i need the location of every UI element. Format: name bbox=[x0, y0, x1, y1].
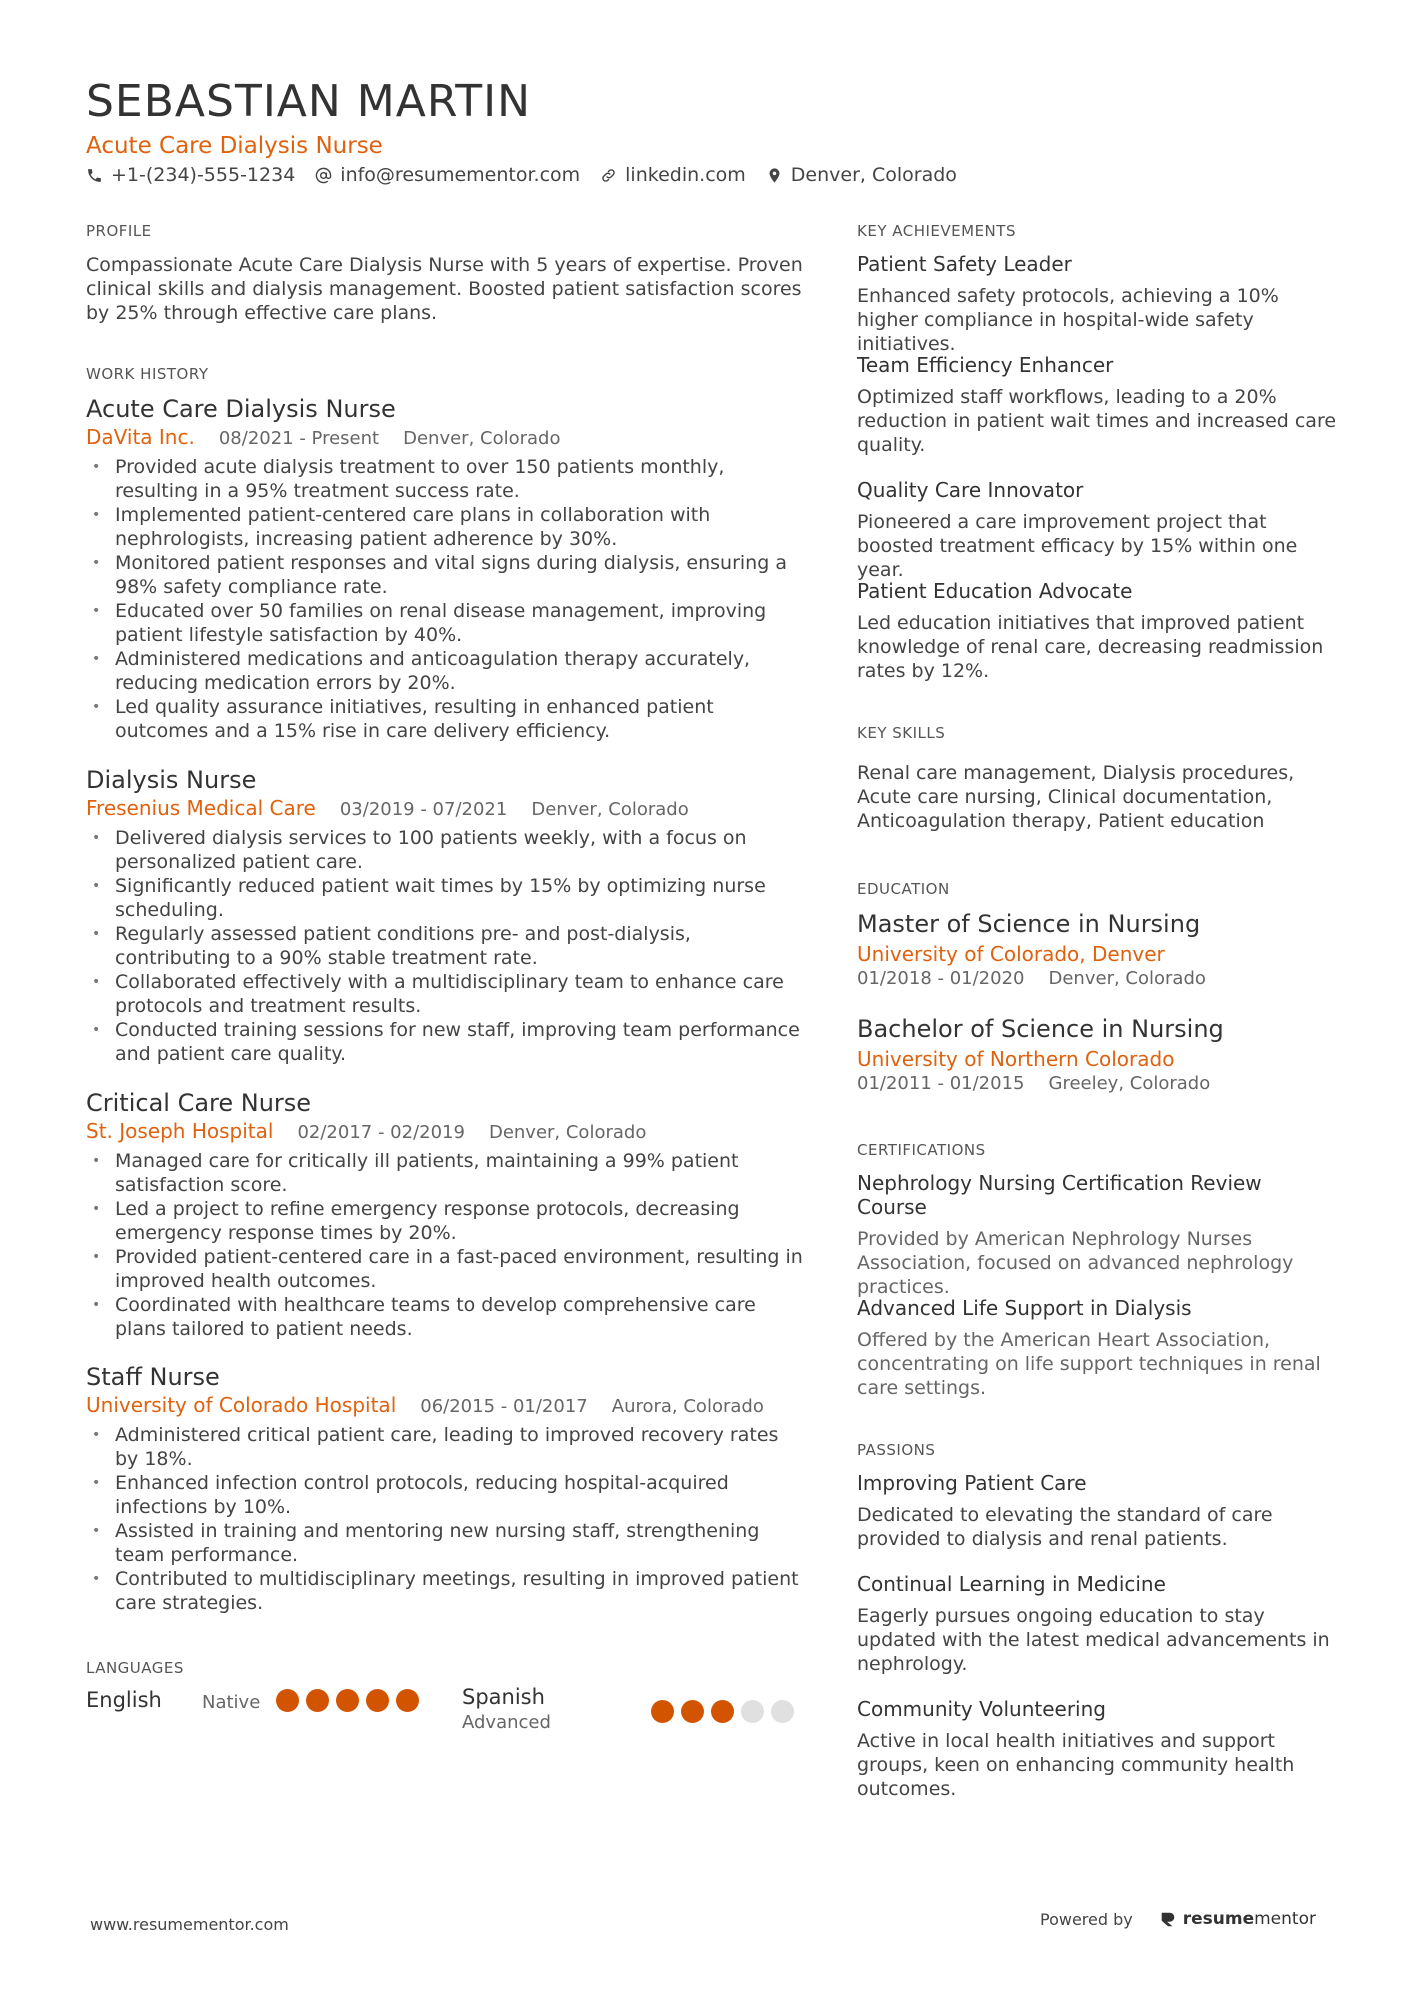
location-text: Denver, Colorado bbox=[790, 164, 957, 186]
phone-icon bbox=[86, 167, 103, 184]
rating-dot-empty bbox=[741, 1700, 764, 1723]
candidate-name: SEBASTIAN MARTIN bbox=[86, 76, 531, 127]
job-location: Aurora, Colorado bbox=[611, 1396, 764, 1417]
job-title: Dialysis Nurse bbox=[86, 766, 257, 794]
profile-heading: PROFILE bbox=[86, 222, 152, 240]
job-entry bbox=[86, 1089, 806, 1341]
achievement-item bbox=[857, 579, 1337, 683]
job-location: Denver, Colorado bbox=[488, 1122, 647, 1143]
job-bullet: • Administered critical patient care, leading to improved recovery rates by 18%. bbox=[86, 1423, 806, 1471]
rating-dot-empty bbox=[771, 1700, 794, 1723]
passion-desc: Eagerly pursues ongoing education to stay updated with the latest medical advancements in nephrology. bbox=[857, 1605, 1330, 1675]
at-icon bbox=[315, 167, 332, 184]
language-rating bbox=[276, 1689, 419, 1712]
contact-linkedin[interactable] bbox=[600, 164, 746, 186]
certification-title: Advanced Life Support in Dialysis bbox=[857, 1296, 1192, 1320]
job-bullet: • Led a project to refine emergency response protocols, decreasing emergency response times by 20%. bbox=[86, 1197, 806, 1245]
job-bullets bbox=[86, 826, 806, 1066]
job-bullets bbox=[86, 1149, 806, 1341]
candidate-title: Acute Care Dialysis Nurse bbox=[86, 133, 383, 159]
achievement-desc: Pioneered a care improvement project that boosted treatment efficacy by 15% within one year. bbox=[857, 511, 1298, 581]
job-company: University of Colorado Hospital bbox=[86, 1393, 397, 1417]
job-dates: 03/2019 - 07/2021 bbox=[339, 799, 508, 820]
achievement-item bbox=[857, 478, 1337, 582]
brand-logo[interactable] bbox=[1159, 1909, 1316, 1929]
rating-dot-filled bbox=[306, 1689, 329, 1712]
education-meta bbox=[857, 1073, 1337, 1094]
education-dates: 01/2011 - 01/2015 bbox=[857, 1073, 1025, 1094]
job-bullet: • Educated over 50 families on renal disease management, improving patient lifestyle satisfaction by 40%. bbox=[86, 599, 806, 647]
job-location: Denver, Colorado bbox=[531, 799, 689, 820]
job-bullet: • Monitored patient responses and vital signs during dialysis, ensuring a 98% safety compliance rate. bbox=[86, 551, 806, 599]
rating-dot-filled bbox=[681, 1700, 704, 1723]
job-company: DaVita Inc. bbox=[86, 425, 195, 449]
job-bullet: • Delivered dialysis services to 100 patients weekly, with a focus on personalized patient care. bbox=[86, 826, 806, 874]
brand-light: mentor bbox=[1254, 1909, 1316, 1929]
job-bullet: • Managed care for critically ill patients, maintaining a 99% patient satisfaction score. bbox=[86, 1149, 806, 1197]
certification-item bbox=[857, 1171, 1337, 1299]
education-location: Greeley, Colorado bbox=[1048, 1073, 1211, 1094]
passion-item bbox=[857, 1697, 1337, 1801]
job-title: Acute Care Dialysis Nurse bbox=[86, 395, 396, 423]
achievement-title: Quality Care Innovator bbox=[857, 478, 1084, 502]
passion-title: Continual Learning in Medicine bbox=[857, 1572, 1166, 1596]
email-text[interactable]: info@resumementor.com bbox=[340, 164, 581, 186]
job-bullets bbox=[86, 455, 806, 743]
job-bullet: • Enhanced infection control protocols, reducing hospital-acquired infections by 10%. bbox=[86, 1471, 806, 1519]
job-dates: 06/2015 - 01/2017 bbox=[420, 1396, 588, 1417]
education-item bbox=[857, 1015, 1337, 1094]
education-dates: 01/2018 - 01/2020 bbox=[857, 968, 1025, 989]
skills-heading: KEY SKILLS bbox=[857, 724, 946, 742]
education-meta bbox=[857, 968, 1337, 989]
footer-brand-area bbox=[1040, 1909, 1316, 1929]
education-school: University of Colorado, Denver bbox=[857, 942, 1165, 966]
job-location: Denver, Colorado bbox=[403, 428, 561, 449]
footer-website[interactable]: www.resumementor.com bbox=[90, 1915, 289, 1934]
passion-item bbox=[857, 1572, 1337, 1676]
passion-desc: Active in local health initiatives and support groups, keen on enhancing community health outcomes. bbox=[857, 1730, 1295, 1800]
achievement-title: Team Efficiency Enhancer bbox=[857, 353, 1114, 377]
powered-by-label: Powered by bbox=[1040, 1909, 1133, 1929]
job-entry bbox=[86, 1363, 806, 1615]
rating-dot-filled bbox=[276, 1689, 299, 1712]
brand-mark-icon bbox=[1159, 1910, 1177, 1928]
job-bullet: • Regularly assessed patient conditions pre- and post-dialysis, contributing to a 90% stable treatment rate. bbox=[86, 922, 806, 970]
job-bullet: • Significantly reduced patient wait times by 15% by optimizing nurse scheduling. bbox=[86, 874, 806, 922]
passion-item bbox=[857, 1471, 1337, 1551]
language-level: Advanced bbox=[462, 1712, 551, 1733]
job-bullet: • Assisted in training and mentoring new nursing staff, strengthening team performance. bbox=[86, 1519, 806, 1567]
achievement-desc: Led education initiatives that improved patient knowledge of renal care, decreasing readmission rates by 12%. bbox=[857, 612, 1324, 682]
rating-dot-filled bbox=[711, 1700, 734, 1723]
rating-dot-filled bbox=[651, 1700, 674, 1723]
location-pin-icon bbox=[766, 167, 783, 184]
job-bullet: • Coordinated with healthcare teams to develop comprehensive care plans tailored to patient needs. bbox=[86, 1293, 806, 1341]
education-location: Denver, Colorado bbox=[1048, 968, 1206, 989]
achievement-item bbox=[857, 353, 1337, 457]
phone-text: +1-(234)-555-1234 bbox=[111, 164, 296, 186]
education-heading: EDUCATION bbox=[857, 880, 950, 898]
languages-heading: LANGUAGES bbox=[86, 1659, 184, 1677]
job-meta bbox=[86, 1393, 806, 1417]
language-rating bbox=[651, 1700, 794, 1723]
education-school: University of Northern Colorado bbox=[857, 1047, 1175, 1071]
skills-text: Renal care management, Dialysis procedures, Acute care nursing, Clinical documentation, Anticoagulation therapy, Patient education bbox=[857, 762, 1295, 832]
achievement-desc: Optimized staff workflows, leading to a 20% reduction in patient wait times and increased care quality. bbox=[857, 386, 1337, 456]
job-title: Staff Nurse bbox=[86, 1363, 220, 1391]
job-entry bbox=[86, 395, 806, 743]
work-history-heading: WORK HISTORY bbox=[86, 365, 209, 383]
job-title: Critical Care Nurse bbox=[86, 1089, 312, 1117]
job-bullet: • Implemented patient-centered care plans in collaboration with nephrologists, increasing patient adherence by 30%. bbox=[86, 503, 806, 551]
linkedin-text[interactable]: linkedin.com bbox=[625, 164, 746, 186]
job-meta bbox=[86, 1119, 806, 1143]
achievement-item bbox=[857, 252, 1337, 356]
job-bullet: • Administered medications and anticoagulation therapy accurately, reducing medication errors by 20%. bbox=[86, 647, 806, 695]
contact-location bbox=[766, 164, 957, 186]
contact-bar bbox=[86, 164, 957, 186]
link-icon bbox=[600, 167, 617, 184]
achievement-title: Patient Education Advocate bbox=[857, 579, 1133, 603]
job-bullet: • Provided acute dialysis treatment to over 150 patients monthly, resulting in a 95% treatment success rate. bbox=[86, 455, 806, 503]
contact-email[interactable] bbox=[315, 164, 580, 186]
job-bullet: • Contributed to multidisciplinary meetings, resulting in improved patient care strategies. bbox=[86, 1567, 806, 1615]
rating-dot-filled bbox=[336, 1689, 359, 1712]
job-bullet: • Provided patient-centered care in a fast-paced environment, resulting in improved health outcomes. bbox=[86, 1245, 806, 1293]
contact-phone bbox=[86, 164, 295, 186]
certifications-heading: CERTIFICATIONS bbox=[857, 1141, 986, 1159]
certification-desc: Provided by American Nephrology Nurses Association, focused on advanced nephrology practices. bbox=[857, 1228, 1294, 1298]
education-degree: Master of Science in Nursing bbox=[857, 910, 1201, 938]
passion-title: Improving Patient Care bbox=[857, 1471, 1087, 1495]
achievement-desc: Enhanced safety protocols, achieving a 10% higher compliance in hospital-wide safety initiatives. bbox=[857, 285, 1279, 355]
certification-item bbox=[857, 1296, 1337, 1400]
job-bullets bbox=[86, 1423, 806, 1615]
job-company: St. Joseph Hospital bbox=[86, 1119, 274, 1143]
job-dates: 08/2021 - Present bbox=[218, 428, 380, 449]
job-dates: 02/2017 - 02/2019 bbox=[297, 1122, 465, 1143]
job-meta bbox=[86, 796, 806, 820]
language-level: Native bbox=[202, 1692, 261, 1713]
rating-dot-filled bbox=[396, 1689, 419, 1712]
passion-title: Community Volunteering bbox=[857, 1697, 1106, 1721]
achievements-heading: KEY ACHIEVEMENTS bbox=[857, 222, 1016, 240]
job-company: Fresenius Medical Care bbox=[86, 796, 316, 820]
rating-dot-filled bbox=[366, 1689, 389, 1712]
job-bullet: • Collaborated effectively with a multidisciplinary team to enhance care protocols and treatment results. bbox=[86, 970, 806, 1018]
certification-desc: Offered by the American Heart Association, concentrating on life support techniques in renal care settings. bbox=[857, 1329, 1321, 1399]
passions-heading: PASSIONS bbox=[857, 1441, 936, 1459]
language-name: English bbox=[86, 1688, 162, 1712]
language-name: Spanish bbox=[462, 1685, 545, 1709]
job-bullet: • Conducted training sessions for new staff, improving team performance and patient care quality. bbox=[86, 1018, 806, 1066]
achievement-title: Patient Safety Leader bbox=[857, 252, 1072, 276]
brand-bold: resume bbox=[1182, 1909, 1255, 1929]
profile-text: Compassionate Acute Care Dialysis Nurse with 5 years of expertise. Proven clinical skills and dialysis management. Boosted patient satisfaction scores by 25% through effective care plans. bbox=[86, 254, 803, 324]
education-item bbox=[857, 910, 1337, 989]
certification-title: Nephrology Nursing Certification Review Course bbox=[857, 1171, 1262, 1219]
job-entry bbox=[86, 766, 806, 1066]
education-degree: Bachelor of Science in Nursing bbox=[857, 1015, 1224, 1043]
job-bullet: • Led quality assurance initiatives, resulting in enhanced patient outcomes and a 15% rise in care delivery efficiency. bbox=[86, 695, 806, 743]
passion-desc: Dedicated to elevating the standard of care provided to dialysis and renal patients. bbox=[857, 1504, 1273, 1550]
job-meta bbox=[86, 425, 806, 449]
